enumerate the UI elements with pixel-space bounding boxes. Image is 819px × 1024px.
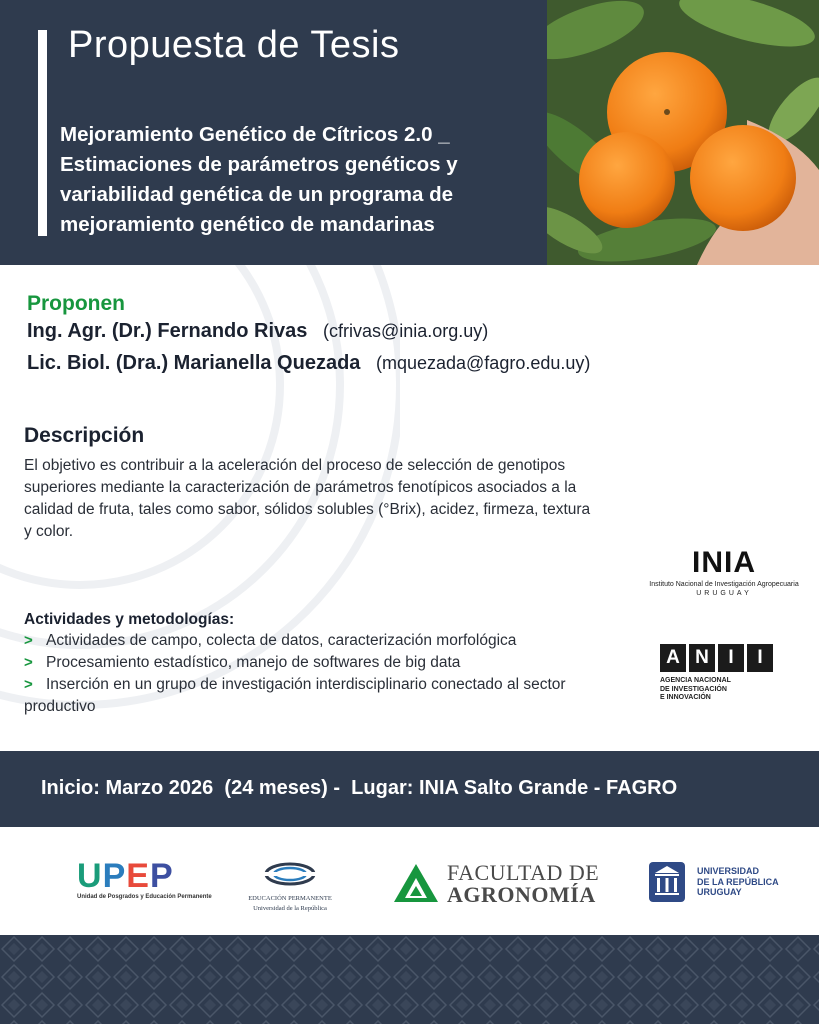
inia-logo <box>638 546 810 606</box>
educacion-permanente-logo: EDUCACIÓN PERMANENTE Universidad de la República <box>240 860 340 913</box>
anii-name: AGENCIA NACIONAL DE INVESTIGACIÓN E INNOVACIÓN <box>660 677 731 701</box>
proponent-1 <box>27 320 488 343</box>
activities-heading: Actividades y metodologías: <box>24 611 235 628</box>
anii-wordmark: A N I I <box>660 644 780 672</box>
proponent-email[interactable]: (mquezada@fagro.edu.uy) <box>375 353 591 373</box>
udelar-shield-icon <box>647 860 687 904</box>
upep-logo <box>77 857 212 900</box>
udelar-name: UNIVERSIDAD DE LA REPÚBLICA URUGUAY <box>697 866 779 897</box>
upep-wordmark: UPEP <box>77 857 174 895</box>
inia-wordmark: INIA <box>692 546 756 579</box>
activities-list <box>24 630 624 718</box>
swirl-icon <box>263 860 317 888</box>
list-item: > Procesamiento estadístico, manejo de softwares de big data <box>24 652 624 674</box>
chevron-right-icon: > <box>24 654 33 671</box>
triangle-leaf-icon <box>393 862 439 904</box>
upep-subtitle: Unidad de Posgrados y Educación Permanente <box>77 894 212 900</box>
proponent-name: Lic. Biol. (Dra.) Marianella Quezada <box>27 352 361 374</box>
header-accent-bar <box>38 30 47 236</box>
header-banner <box>0 0 819 265</box>
inia-name: Instituto Nacional de Investigación Agropecuaria <box>649 581 799 588</box>
anii-logo <box>660 644 780 703</box>
proponent-2 <box>27 352 590 375</box>
diamond-pattern <box>0 935 819 1024</box>
page-title: Propuesta de Tesis <box>68 24 400 66</box>
proponents-heading: Proponen <box>27 292 125 315</box>
description-heading: Descripción <box>24 424 145 447</box>
proponent-email[interactable]: (cfrivas@inia.org.uy) <box>322 321 489 341</box>
mandarin-photo <box>547 0 819 265</box>
thesis-title: Mejoramiento Genético de Cítricos 2.0 _ Estimaciones de parámetros genéticos y variabilidad genética de un programa de mejoramiento genético de mandarinas <box>60 123 458 236</box>
start-and-place: Inicio: Marzo 2026 (24 meses) - Lugar: INIA Salto Grande - FAGRO <box>41 777 678 799</box>
description-text: El objetivo es contribuir a la aceleración del proceso de selección de genotipos superiores mediante la caracterización de parámetros fenotípicos asociados a la calidad de fruta, tales como sabor, sólidos solubles (°Brix), acidez, firmeza, textura y color. <box>24 457 591 540</box>
chevron-right-icon: > <box>24 632 33 649</box>
mandarin-photo-illustration <box>547 0 819 265</box>
footer-pattern <box>0 935 819 1024</box>
inia-country: URUGUAY <box>696 590 752 597</box>
proponent-name: Ing. Agr. (Dr.) Fernando Rivas <box>27 320 308 342</box>
chevron-right-icon: > <box>24 676 33 693</box>
list-item: > Actividades de campo, colecta de datos, caracterización morfológica <box>24 630 624 652</box>
list-item: > Inserción en un grupo de investigación interdisciplinario conectado al sector productivo <box>24 676 566 715</box>
